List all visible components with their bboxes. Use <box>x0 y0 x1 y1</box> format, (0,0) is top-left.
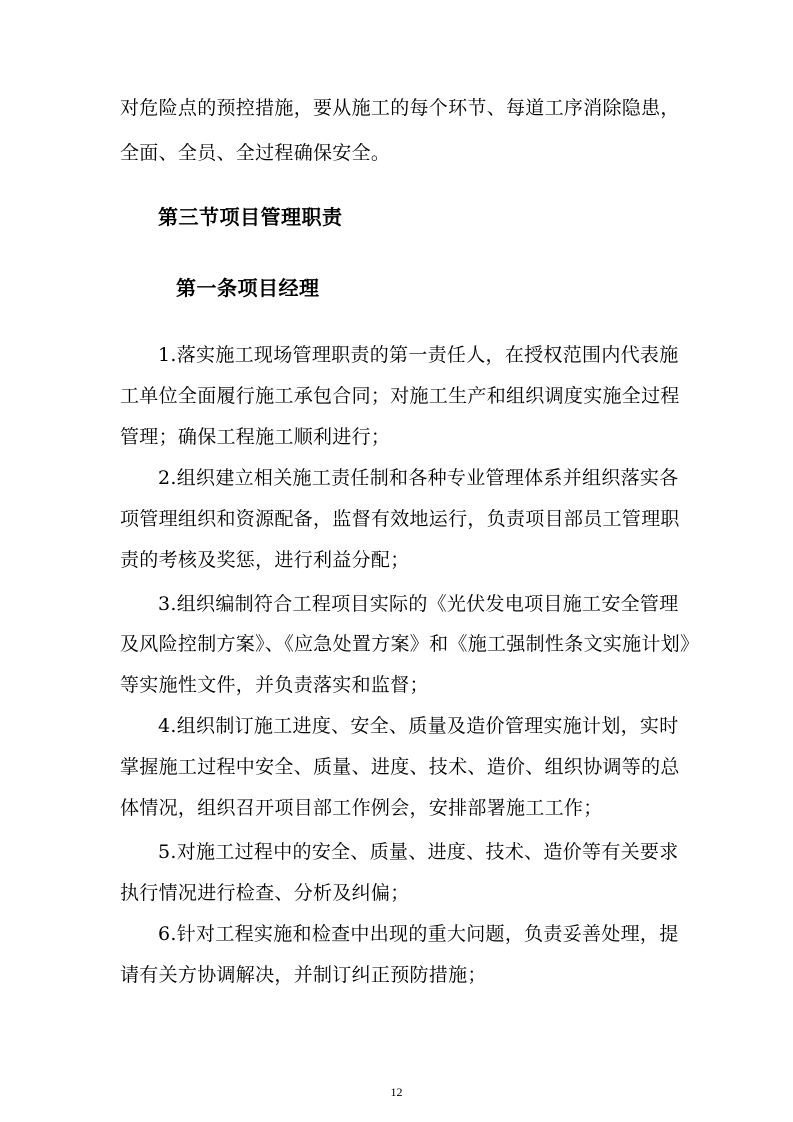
item-1-line: 1.落实施工现场管理职责的第一责任人，在授权范围内代表施 <box>158 344 679 366</box>
item-6-line: 请有关方协调解决，并制订纠正预防措施； <box>120 964 487 986</box>
item-4-line: 体情况，组织召开项目部工作例会，安排部署施工工作； <box>120 797 603 819</box>
item-6-line: 6.针对工程实施和检查中出现的重大问题，负责妥善处理，提 <box>158 923 679 945</box>
item-2-line: 项管理组织和资源配备，监督有效地运行，负责项目部员工管理职 <box>120 508 680 530</box>
section-heading: 第三节项目管理职责 <box>158 205 343 229</box>
intro-line: 全面、全员、全过程确保安全。 <box>120 142 391 164</box>
article-heading: 第一条项目经理 <box>176 276 320 300</box>
intro-line: 对危险点的预控措施，要从施工的每个环节、每道工序消除隐患， <box>120 97 680 119</box>
item-3-line: 等实施性文件，并负责落实和监督； <box>120 674 429 696</box>
item-2-line: 责的考核及奖惩，进行利益分配； <box>120 549 410 571</box>
item-4-line: 掌握施工过程中安全、质量、进度、技术、造价、组织协调等的总 <box>120 756 680 778</box>
item-3-line: 及风险控制方案》、《应急处置方案》和《施工强制性条文实施计划》 <box>120 633 700 655</box>
item-2-line: 2.组织建立相关施工责任制和各种专业管理体系并组织落实各 <box>158 467 679 489</box>
page-number: 12 <box>390 1085 403 1099</box>
item-1-line: 管理；确保工程施工顺利进行； <box>120 426 391 448</box>
item-5-line: 5.对施工过程中的安全、质量、进度、技术、造价等有关要求 <box>158 841 679 863</box>
item-3-line: 3.组织编制符合工程项目实际的《光伏发电项目施工安全管理 <box>158 593 679 615</box>
item-1-line: 工单位全面履行施工承包合同；对施工生产和组织调度实施全过程 <box>120 385 680 407</box>
item-5-line: 执行情况进行检查、分析及纠偏； <box>120 882 410 904</box>
item-4-line: 4.组织制订施工进度、安全、质量及造价管理实施计划，实时 <box>158 715 679 737</box>
